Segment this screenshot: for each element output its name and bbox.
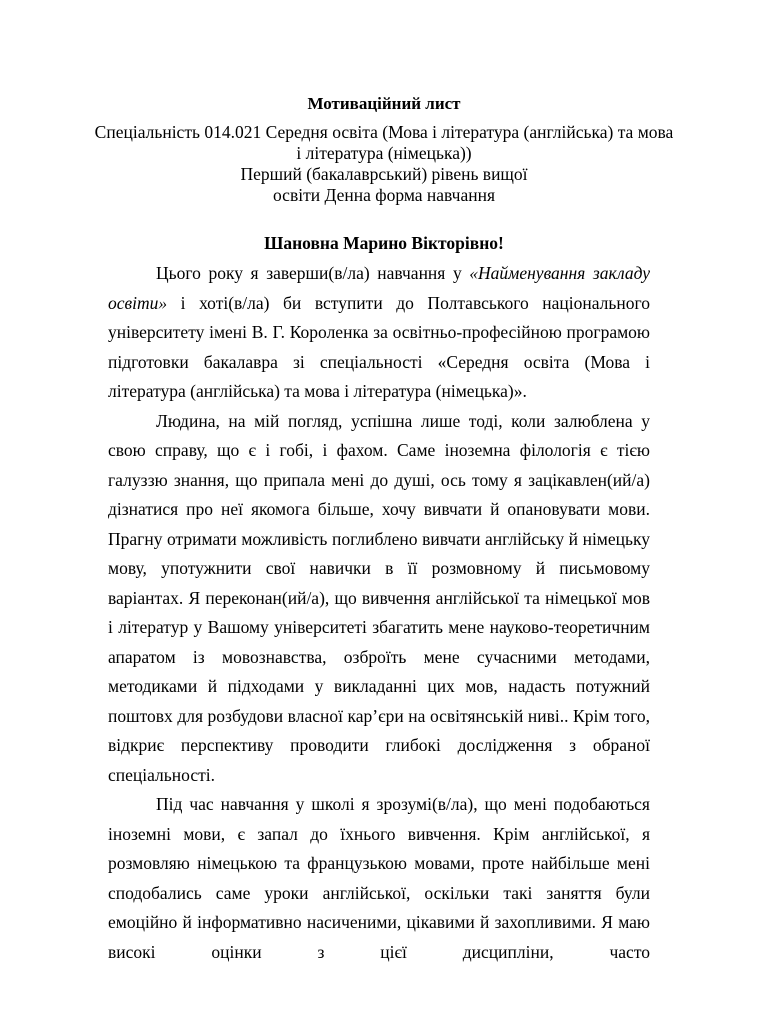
paragraph-school: Під час навчання у школі я зрозумі(в/ла), що мені подобаються іноземні мови, є запал до їхнього вивчення. Крім англійської, я розмовляю німецькою та французькою мовами, проте найбільше мені сподобались саме уроки англійської, оскільки такі заняття були емоційно й інформативно насиченими, цікавими й захопливими. Я маю високі оцінки з цієї дисципліни, часто — [108, 794, 650, 962]
paragraph-text: і хоті(в/ла) би вступити до Полтавського національного університету імені В. Г. Короленка за освітньо-професійною програмою підготовки бакалавра зі спеціальності «Середня освіта (Мова і література (англійська) та мова і література (німецька)». — [108, 292, 650, 401]
document-header — [60, 93, 708, 206]
paragraph-intro — [108, 259, 650, 407]
institution-name-placeholder: «Найменування закладу освіти» — [108, 263, 650, 313]
specialty-line: і література (німецька)) — [296, 143, 472, 163]
specialty-line: Спеціальність 014.021 Середня освіта (Мова і література (англійська) та мова — [94, 122, 674, 142]
paragraph-motivation: Людина, на мій погляд, успішна лише тоді, коли залюблена у свою справу, що є і гобі, і фахом. Саме іноземна філологія є тією галуззю знання, що припала мені до душі, ось тому я зацікавлен(ий/а) дізнатися про неї якомога більше, хочу вивчати й опановувати мови. Прагну отримати можливість поглиблено вивчати англійську й німецьку мову, употужнити свої навички в її розмовному й письмовому варіантах. Я переконан(ий/а), що вивчення англійської та німецької мов і літератур у Вашому університеті збагатить мене науково-теоретичним апаратом із мовознавства, озброїть мене сучасними методами, методиками й підходами у викладанні цих мов, надасть потужний поштовх для розбудови власної кар’єри на освітянській ниві.. Крім того, відкриє перспективу проводити глибокі дослідження з обраної спеціальності. — [108, 410, 650, 785]
paragraph-text: Цього року я заверши(в/ла) навчання у — [156, 263, 470, 283]
greeting: Шановна Марино Вікторівно! — [264, 233, 504, 253]
letter-body — [108, 259, 650, 967]
document-title: Мотиваційний лист — [307, 94, 461, 113]
education-level-line: Перший (бакалаврський) рівень вищої — [240, 164, 528, 184]
study-form-line: освіти Денна форма навчання — [272, 185, 495, 205]
